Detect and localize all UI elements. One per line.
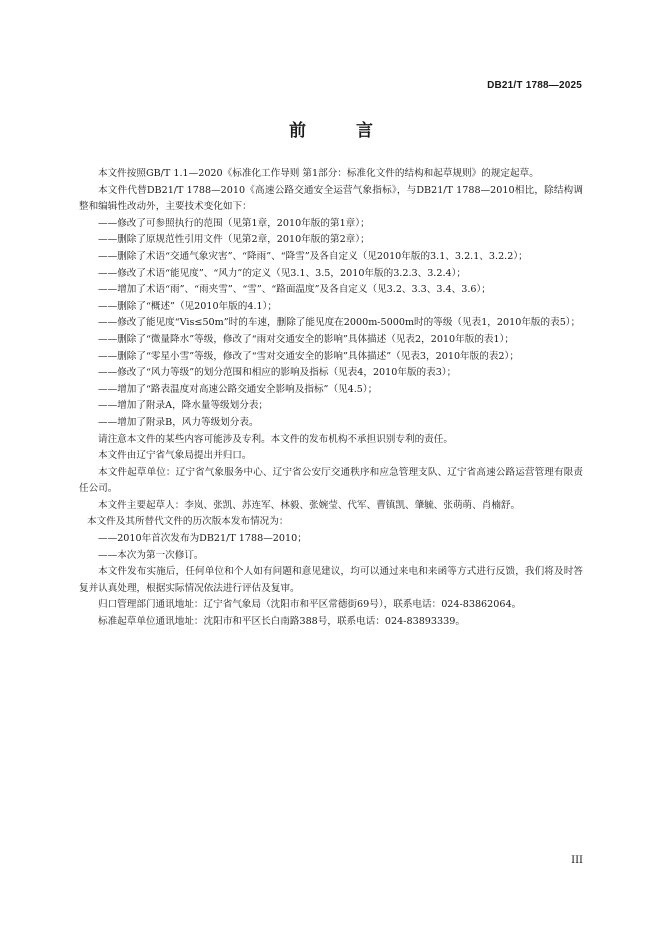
paragraph: 归口管理部门通讯地址：辽宁省气象局（沈阳市和平区常德街69号），联系电话：024-83862064。 xyxy=(98,599,522,611)
page-number: III xyxy=(571,855,583,866)
paragraph: 本文件起草单位：辽宁省气象服务中心、辽宁省公安厅交通秩序和应急管理支队、辽宁省高速公路运营管理有限责任公司。 xyxy=(79,466,583,495)
document-code: DB21/T 1788—2025 xyxy=(487,80,582,91)
list-item: ——增加了“路表温度对高速公路交通安全影响及指标”（见4.5）； xyxy=(98,383,378,395)
paragraph: 请注意本文件的某些内容可能涉及专利。本文件的发布机构不承担识别专利的责任。 xyxy=(98,433,453,445)
list-item: ——增加了附录B，风力等级划分表。 xyxy=(98,416,259,428)
paragraph: 本文件由辽宁省气象局提出并归口。 xyxy=(98,450,252,462)
list-item: ——本次为第一次修订。 xyxy=(98,549,204,561)
list-item: ——增加了附录A，降水量等级划分表； xyxy=(98,400,269,412)
paragraph: 标准起草单位通讯地址：沈阳市和平区长白南路388号，联系电话：024-83893339。 xyxy=(98,616,465,628)
paragraph: 本文件按照GB/T 1.1—2020《标准化工作导则 第1部分：标准化文件的结构和起草规则》的规定起草。 xyxy=(98,168,539,179)
list-item: ——修改了能见度“Vis≤50m”时的车速，删除了能见度在2000m-5000m时的等级（见表1，2010年版的表5）； xyxy=(98,317,581,329)
list-item: ——删除了“概述”（见2010年版的4.1）； xyxy=(98,300,277,312)
list-item: ——2010年首次发布为DB21/T 1788—2010； xyxy=(98,533,307,545)
list-item: ——增加了术语“雨”、“雨夹雪”、“雪”、“路面温度”及各自定义（见3.2、3.3、3.4、3.6）； xyxy=(98,284,491,296)
paragraph: 本文件及其所替代文件的历次版本发布情况为： xyxy=(87,516,289,528)
list-item: ——删除了术语“交通气象灾害”、“降雨”、“降雪”及各自定义（见2010年版的3.1、3.2.1、3.2.2）； xyxy=(98,250,528,262)
list-item: ——修改了术语“能见度”、“风力”的定义（见3.1、3.5，2010年版的3.2.3、3.2.4）； xyxy=(98,267,467,279)
list-item: ——修改了可参照执行的范围（见第1章，2010年版的第1章）； xyxy=(98,217,370,229)
paragraph: 本文件代替DB21/T 1788—2010《高速公路交通安全运营气象指标》，与DB21/T 1788—2010相比，除结构调整和编辑性改动外，主要技术变化如下： xyxy=(79,184,583,213)
list-item: ——修改了“风力等级”的划分范围和相应的影响及指标（见表4，2010年版的表3）； xyxy=(98,367,457,379)
page-title: 前 言 xyxy=(289,121,395,141)
paragraph: 本文件主要起草人：李岚、张凯、苏连军、林毅、张婉莹、代军、曹镇凯、肇毓、张萌萌、肖楠舒。 xyxy=(98,499,521,511)
list-item: ——删除了“微量降水”等级，修改了“雨对交通安全的影响”具体描述（见表2，2010年版的表1）； xyxy=(98,333,515,345)
list-item: ——删除了原规范性引用文件（见第2章，2010年版的第2章）； xyxy=(98,234,370,246)
paragraph: 本文件发布实施后，任何单位和个人如有问题和意见建议，均可以通过来电和来函等方式进行反馈，我们将及时答复并认真处理，根据实际情况依法进行评估及复审。 xyxy=(79,566,583,594)
list-item: ——删除了“零星小雪”等级，修改了“雪对交通安全的影响”具体描述”（见表3，2010年版的表2）； xyxy=(98,350,519,362)
document-body xyxy=(79,166,583,631)
